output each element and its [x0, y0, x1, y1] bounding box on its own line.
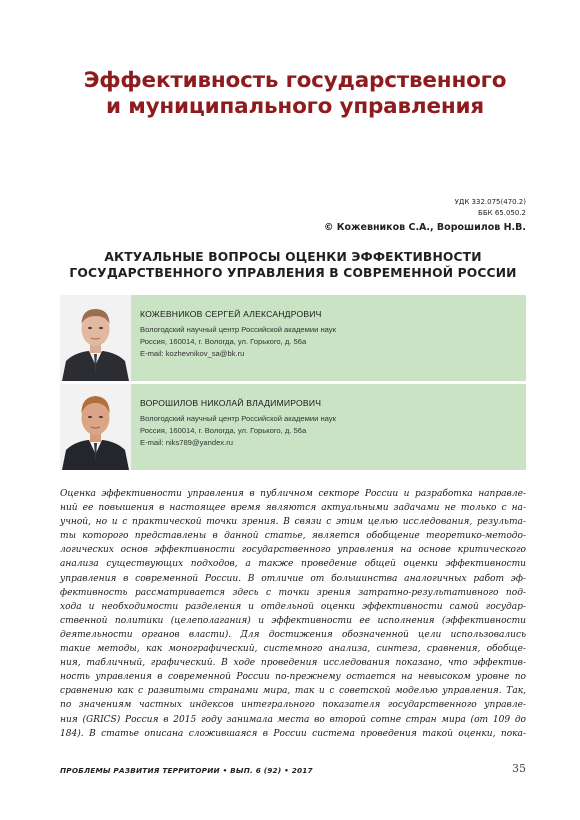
abstract-line: ность управления в современной России по-прежнему остается на невысоком уровне по — [60, 672, 526, 683]
abstract — [60, 487, 526, 741]
section-title — [60, 68, 530, 120]
section-title-line-2: и муниципального управления — [106, 94, 484, 119]
author-photo — [60, 295, 131, 381]
abstract-line: 184). В статье описана сложившаяся в России система проведения такой оценки, пока- — [60, 728, 526, 739]
author-portrait-icon — [60, 384, 131, 470]
author-card — [60, 384, 526, 470]
author-photo — [60, 384, 131, 470]
author-name: ВОРОШИЛОВ НИКОЛАЙ ВЛАДИМИРОВИЧ — [140, 398, 322, 408]
author-portrait-icon — [60, 295, 131, 381]
abstract-line: ния (GRICS) Россия в 2015 году занимала места во второй сотне стран мира (от 109 до — [60, 714, 526, 725]
author-email[interactable]: E-mail: niks789@yandex.ru — [140, 438, 233, 447]
section-title-line-1: Эффективность государственного — [83, 68, 507, 93]
author-address: Россия, 160014, г. Вологда, ул. Горького, д. 56а — [140, 337, 307, 346]
abstract-line: такие методы, как монографический, системного анализа, синтеза, сравнения, обобще- — [60, 644, 526, 655]
author-card — [60, 295, 526, 381]
author-info-box — [131, 295, 526, 381]
article-title-line-2: ГОСУДАРСТВЕННОГО УПРАВЛЕНИЯ В СОВРЕМЕННОЙ РОССИИ — [69, 266, 517, 280]
abstract-line: хода и необходимости разделения и отдельной оценки эффективности самой государ- — [60, 601, 526, 612]
author-affiliation: Вологодский научный центр Российской академии наук — [140, 325, 336, 334]
classification-codes — [455, 197, 526, 219]
abstract-line: деятельности органов власти). Для достижения обозначенной цели использовались — [60, 629, 526, 640]
author-name: КОЖЕВНИКОВ СЕРГЕЙ АЛЕКСАНДРОВИЧ — [140, 309, 322, 319]
abstract-line: анализа существующих подходов, а также проведение общей оценки эффективности — [60, 559, 526, 570]
page-number: 35 — [512, 762, 526, 775]
abstract-line: по значениям частных индексов интегрального показателя государственного управле- — [60, 700, 526, 711]
abstract-line: логических основ эффективности государственного управления на основе критического — [60, 545, 526, 556]
footer-journal-info: ПРОБЛЕМЫ РАЗВИТИЯ ТЕРРИТОРИИ • ВЫП. 6 (92) • 2017 — [60, 766, 313, 775]
author-affiliation: Вологодский научный центр Российской академии наук — [140, 414, 336, 423]
abstract-line: ты которого представлены в данной статье, является обобщение теоретико-методо- — [60, 531, 526, 542]
article-title-line-1: АКТУАЛЬНЫЕ ВОПРОСЫ ОЦЕНКИ ЭФФЕКТИВНОСТИ — [104, 250, 482, 264]
bbk-code: ББК 65.050.2 — [478, 209, 526, 217]
abstract-line: фективность рассматривается здесь с точки зрения затратно-результативного под- — [60, 587, 526, 598]
abstract-line: сравнению как с развитыми странами мира, так и с советской моделью управления. Так, — [60, 686, 526, 697]
article-title — [60, 249, 526, 281]
abstract-line: ний ее повышения в настоящее время являются актуальными задачами не только с на- — [60, 503, 526, 514]
abstract-line: Оценка эффективности управления в публичном секторе России и разработка направле- — [60, 489, 526, 499]
author-info-box — [131, 384, 526, 470]
copyright-line: © Кожевников С.А., Ворошилов Н.В. — [323, 222, 526, 233]
author-address: Россия, 160014, г. Вологда, ул. Горького, д. 56а — [140, 426, 307, 435]
author-email[interactable]: E-mail: kozhevnikov_sa@bk.ru — [140, 349, 245, 358]
abstract-line: ния, табличный, графический. В ходе проведения исследования показано, что эффектив- — [60, 658, 526, 669]
udk-code: УДК 332.075(470.2) — [454, 198, 526, 206]
abstract-line: управления в современной России. В отличие от большинства аналогичных работ эф- — [60, 573, 526, 584]
abstract-line: учной, но и с практической точки зрения. В связи с этим целью исследования, результа- — [60, 517, 526, 528]
abstract-line: ственной политики (целеполагания) и эффективности ее исполнения (эффективности — [60, 615, 526, 626]
